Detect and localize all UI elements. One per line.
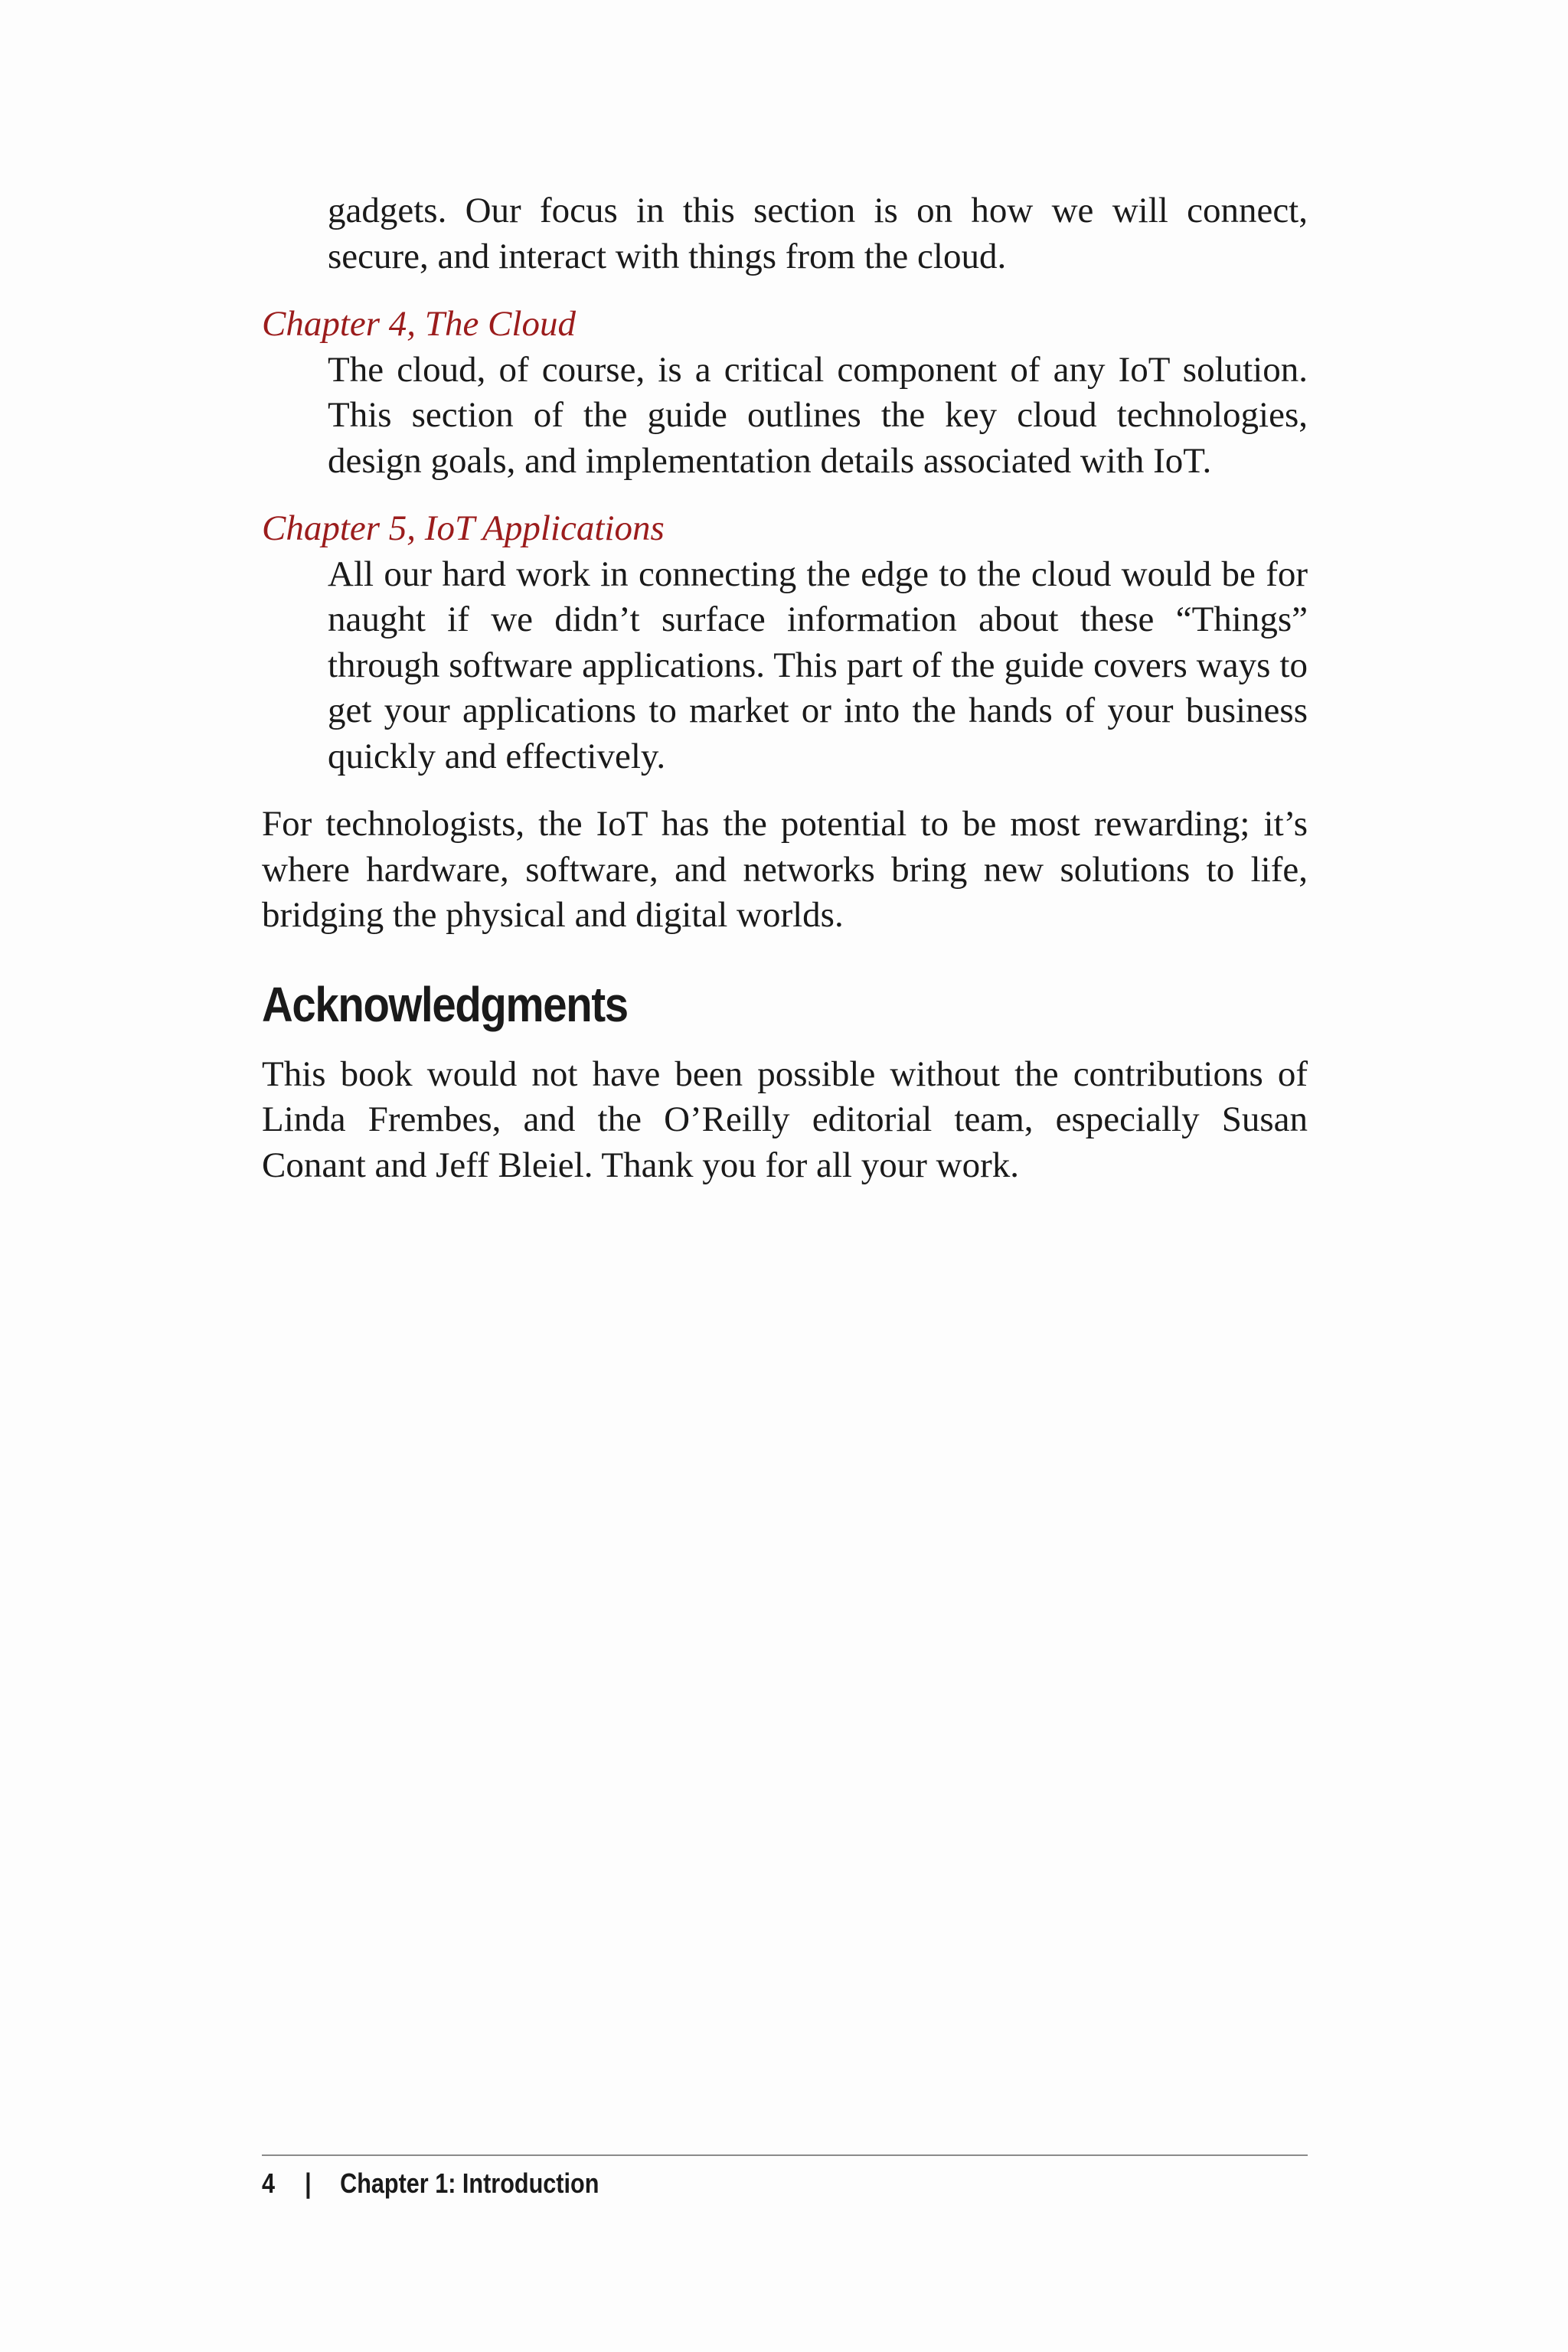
footer-chapter-title: Chapter 1: Introduction [340,2167,599,2199]
page-content [262,188,1308,1188]
page-number: 4 [262,2167,276,2199]
intro-continuation-text: gadgets. Our focus in this section is on how we will connect, secure, and interact with things from the cloud. [328,191,1308,276]
footer-divider [262,2154,1308,2156]
chapter-5-description-block [328,552,1308,780]
chapter-4-description: The cloud, of course, is a critical component of any IoT solution. This section of the guide outlines the key cloud technologies, design goals, and implementation details associated with IoT. [328,349,1308,481]
chapter-5-link[interactable]: Chapter 5, IoT Applications [262,508,665,548]
intro-continuation-block [328,188,1308,279]
chapter-5-description: All our hard work in connecting the edge to the cloud would be for naught if we didn’t surface information about these “Things” through software applications. This part of the guide covers ways to get your applications to market or into the hands of your business quickly and effectively. [328,554,1308,776]
chapter-4-link[interactable]: Chapter 4, The Cloud [262,304,576,344]
footer-separator: | [305,2167,312,2199]
chapter-4-description-block [328,348,1308,485]
acknowledgments-text: This book would not have been possible without the contributions of Linda Frembes, and the O’Reilly editorial team, especially Susan Conant and Jeff Bleiel. Thank you for all your work. [262,1054,1308,1185]
page-footer [262,2165,599,2202]
closing-paragraph: For technologists, the IoT has the potential to be most rewarding; it’s where hardware, software, and networks bring new solutions to life, bridging the physical and digital worlds. [262,804,1308,935]
acknowledgments-heading: Acknowledgments [262,976,628,1032]
